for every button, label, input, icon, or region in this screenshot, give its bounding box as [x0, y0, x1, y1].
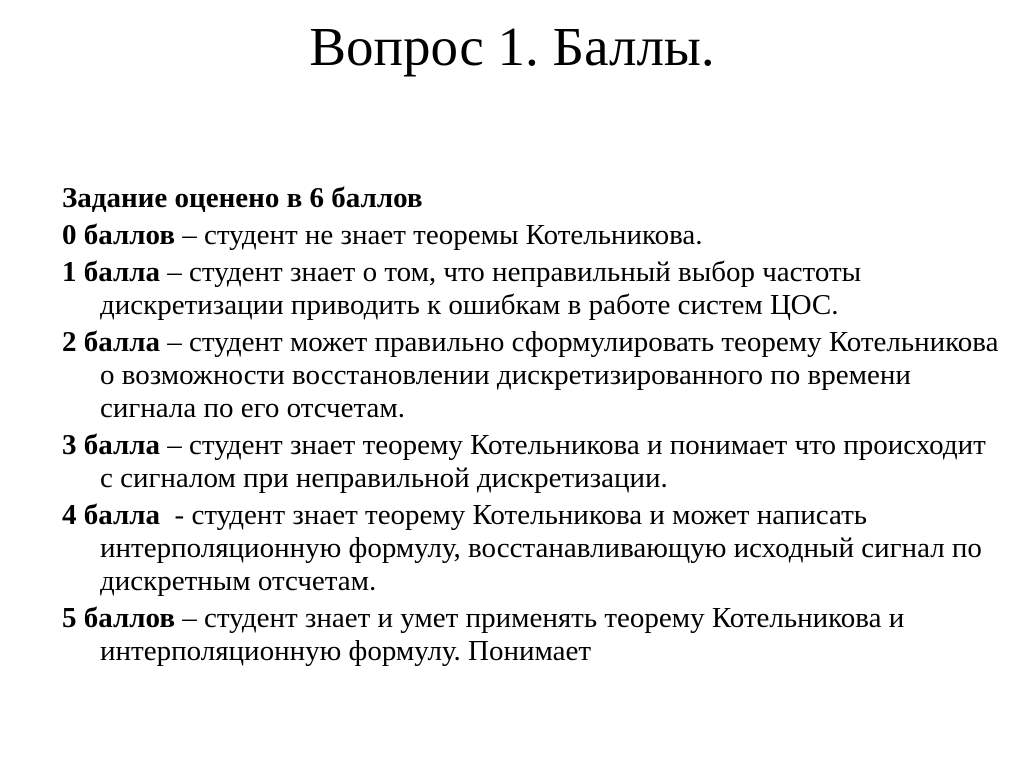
criterion-separator: – — [174, 219, 204, 251]
slide-content — [62, 181, 1002, 672]
criterion-4-points — [62, 499, 1002, 598]
criterion-text: студент знает теорему Котельникова и понимает что происходит с сигналом при неправильной дискретизации. — [100, 429, 986, 494]
criterion-score: 4 балла — [62, 499, 161, 531]
criterion-5-points — [62, 602, 1002, 668]
criterion-separator: – — [174, 602, 204, 634]
criterion-2-points — [62, 326, 1002, 425]
criterion-text: студент знает о том, что неправильный выбор частоты дискретизации приводить к ошибкам в работе систем ЦОС. — [100, 256, 862, 321]
criterion-3-points — [62, 429, 1002, 495]
criterion-score: 2 балла — [62, 326, 161, 358]
criterion-score: 0 баллов — [62, 219, 175, 251]
criterion-text: студент может правильно сформулировать теорему Котельникова о возможности восстановлении дискретизированного по времени сигнала по его отсчетам. — [100, 326, 999, 424]
criterion-separator: – — [160, 326, 190, 358]
criterion-text: студент знает теорему Котельникова и может написать интерполяционную формулу, восстанавливающую исходный сигнал по дискретным отсчетам. — [100, 499, 982, 597]
criterion-1-point — [62, 256, 1002, 322]
grading-heading: Задание оценено в 6 баллов — [62, 182, 423, 214]
criterion-text: студент не знает теоремы Котельникова. — [203, 219, 703, 251]
criterion-score: 1 балла — [62, 256, 161, 288]
criterion-separator: - — [160, 499, 192, 531]
criterion-score: 5 баллов — [62, 602, 175, 634]
criterion-text: студент знает и умет применять теорему Котельникова и интерполяционную формулу. Понимает — [100, 602, 905, 667]
criterion-separator: – — [160, 256, 190, 288]
criterion-score: 3 балла — [62, 429, 161, 461]
slide-title: Вопрос 1. Баллы. — [309, 16, 715, 77]
criterion-separator: – — [160, 429, 190, 461]
criterion-0-points — [62, 219, 1002, 252]
